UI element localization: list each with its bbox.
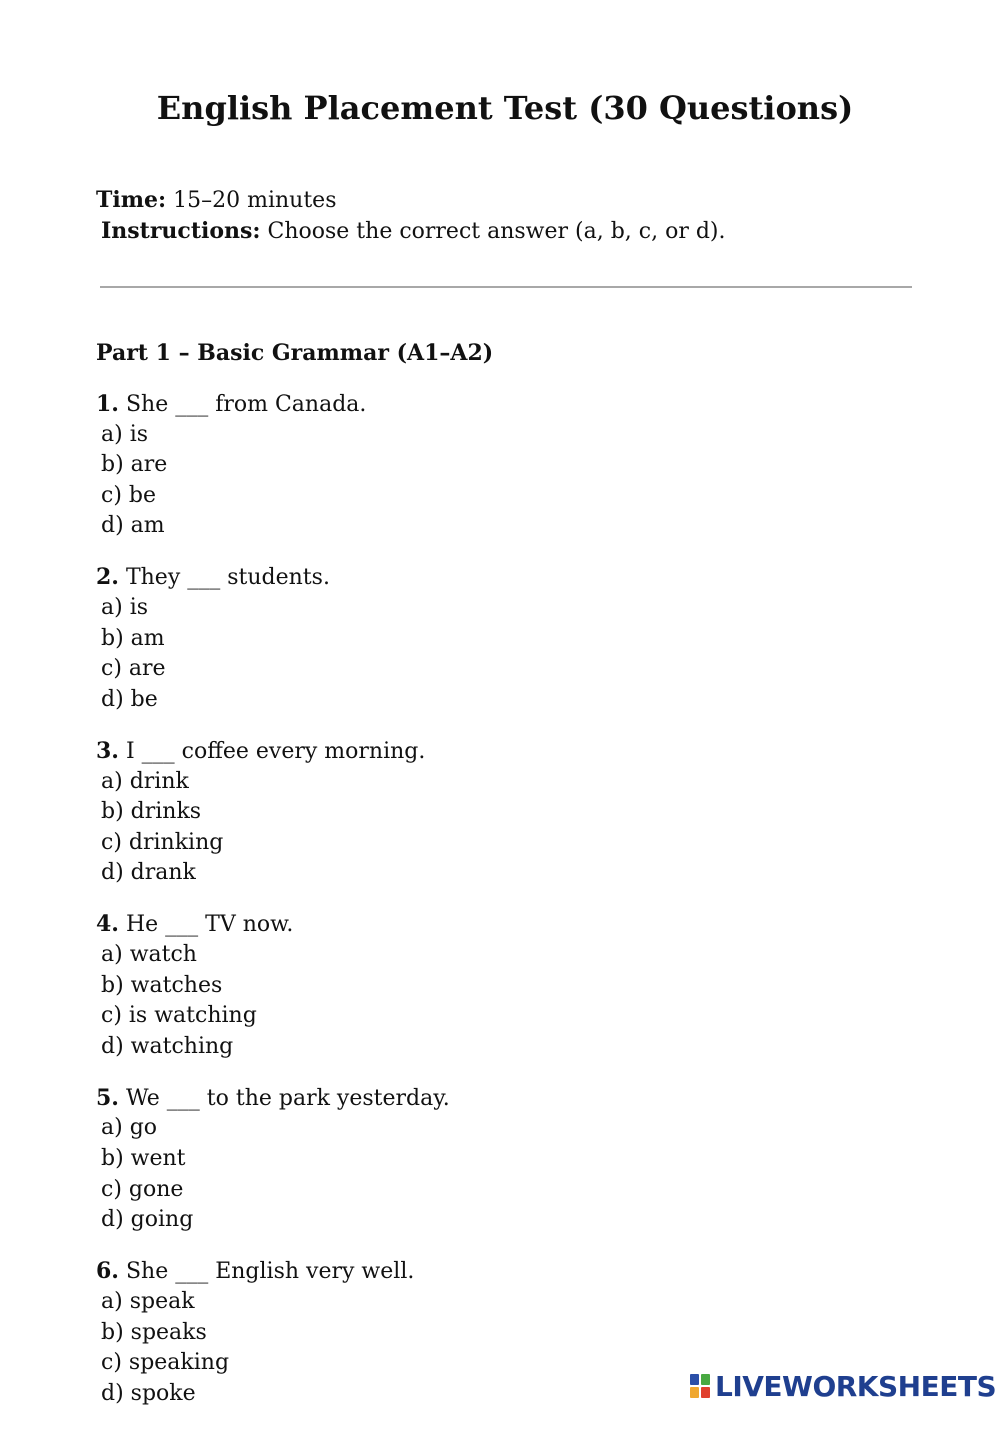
question-number: 4. <box>96 911 119 938</box>
answer-option: d) spoke <box>101 1380 196 1406</box>
answer-option: a) is <box>101 421 149 447</box>
answer-option: b) speaks <box>101 1319 207 1345</box>
answer-option: c) be <box>101 482 156 508</box>
question-text <box>96 389 916 420</box>
logo-square-orange <box>690 1387 699 1398</box>
answer-option: c) gone <box>101 1176 184 1202</box>
question-prompt: She ___ from Canada. <box>118 392 367 417</box>
answer-option: a) is <box>101 595 149 621</box>
instructions-line <box>101 216 726 247</box>
question-number: 1. <box>96 391 119 417</box>
answer-option: b) watches <box>101 972 223 998</box>
question-number: 3. <box>96 737 119 764</box>
answer-option: c) drinking <box>101 829 224 855</box>
part-heading: Part 1 – Basic Grammar (A1–A2) <box>96 340 494 366</box>
question-list <box>96 389 916 1430</box>
question-item <box>96 389 916 542</box>
answer-option: b) drinks <box>101 799 202 825</box>
answer-option: b) went <box>101 1146 186 1172</box>
logo-square-blue <box>690 1374 699 1385</box>
answer-option: a) speak <box>101 1288 195 1314</box>
question-number: 2. <box>96 564 119 591</box>
question-item <box>96 909 916 1062</box>
question-item <box>96 562 916 715</box>
question-text <box>96 736 916 767</box>
answer-option: d) going <box>101 1207 194 1233</box>
question-number: 6. <box>96 1258 119 1285</box>
answer-option: d) drank <box>101 860 196 886</box>
logo-square-red <box>701 1387 710 1398</box>
answer-option: d) be <box>101 686 158 712</box>
liveworksheets-logo <box>690 1370 996 1404</box>
instructions-label: Instructions: <box>101 218 261 244</box>
time-value: 15–20 minutes <box>166 188 337 213</box>
document-title: English Placement Test (30 Questions) <box>156 89 854 127</box>
logo-square-green <box>701 1374 710 1385</box>
question-prompt: She ___ English very well. <box>118 1259 415 1285</box>
time-label: Time: <box>96 187 167 213</box>
logo-text: LIVEWORKSHEETS <box>715 1370 997 1403</box>
liveworksheets-logo-icon <box>690 1374 712 1400</box>
question-item <box>96 736 916 889</box>
answer-option: c) are <box>101 656 166 682</box>
answer-option: a) drink <box>101 768 189 794</box>
question-text <box>96 1256 916 1287</box>
question-prompt: I ___ coffee every morning. <box>118 738 426 764</box>
answer-option: d) watching <box>101 1033 234 1059</box>
instructions-value: Choose the correct answer (a, b, c, or d). <box>260 219 726 244</box>
question-prompt: He ___ TV now. <box>118 912 294 938</box>
question-text <box>96 562 916 593</box>
question-item <box>96 1083 916 1236</box>
question-prompt: We ___ to the park yesterday. <box>118 1085 450 1111</box>
section-divider <box>100 286 912 288</box>
time-line <box>96 185 337 216</box>
question-number: 5. <box>96 1084 119 1111</box>
question-prompt: They ___ students. <box>118 565 330 591</box>
answer-option: b) am <box>101 625 165 651</box>
question-text <box>96 909 916 940</box>
answer-option: d) am <box>101 513 165 539</box>
question-text <box>96 1083 916 1114</box>
answer-option: a) watch <box>101 942 197 967</box>
answer-option: c) is watching <box>101 1003 257 1029</box>
answer-option: b) are <box>101 452 168 478</box>
answer-option: c) speaking <box>101 1350 230 1376</box>
answer-option: a) go <box>101 1115 158 1141</box>
